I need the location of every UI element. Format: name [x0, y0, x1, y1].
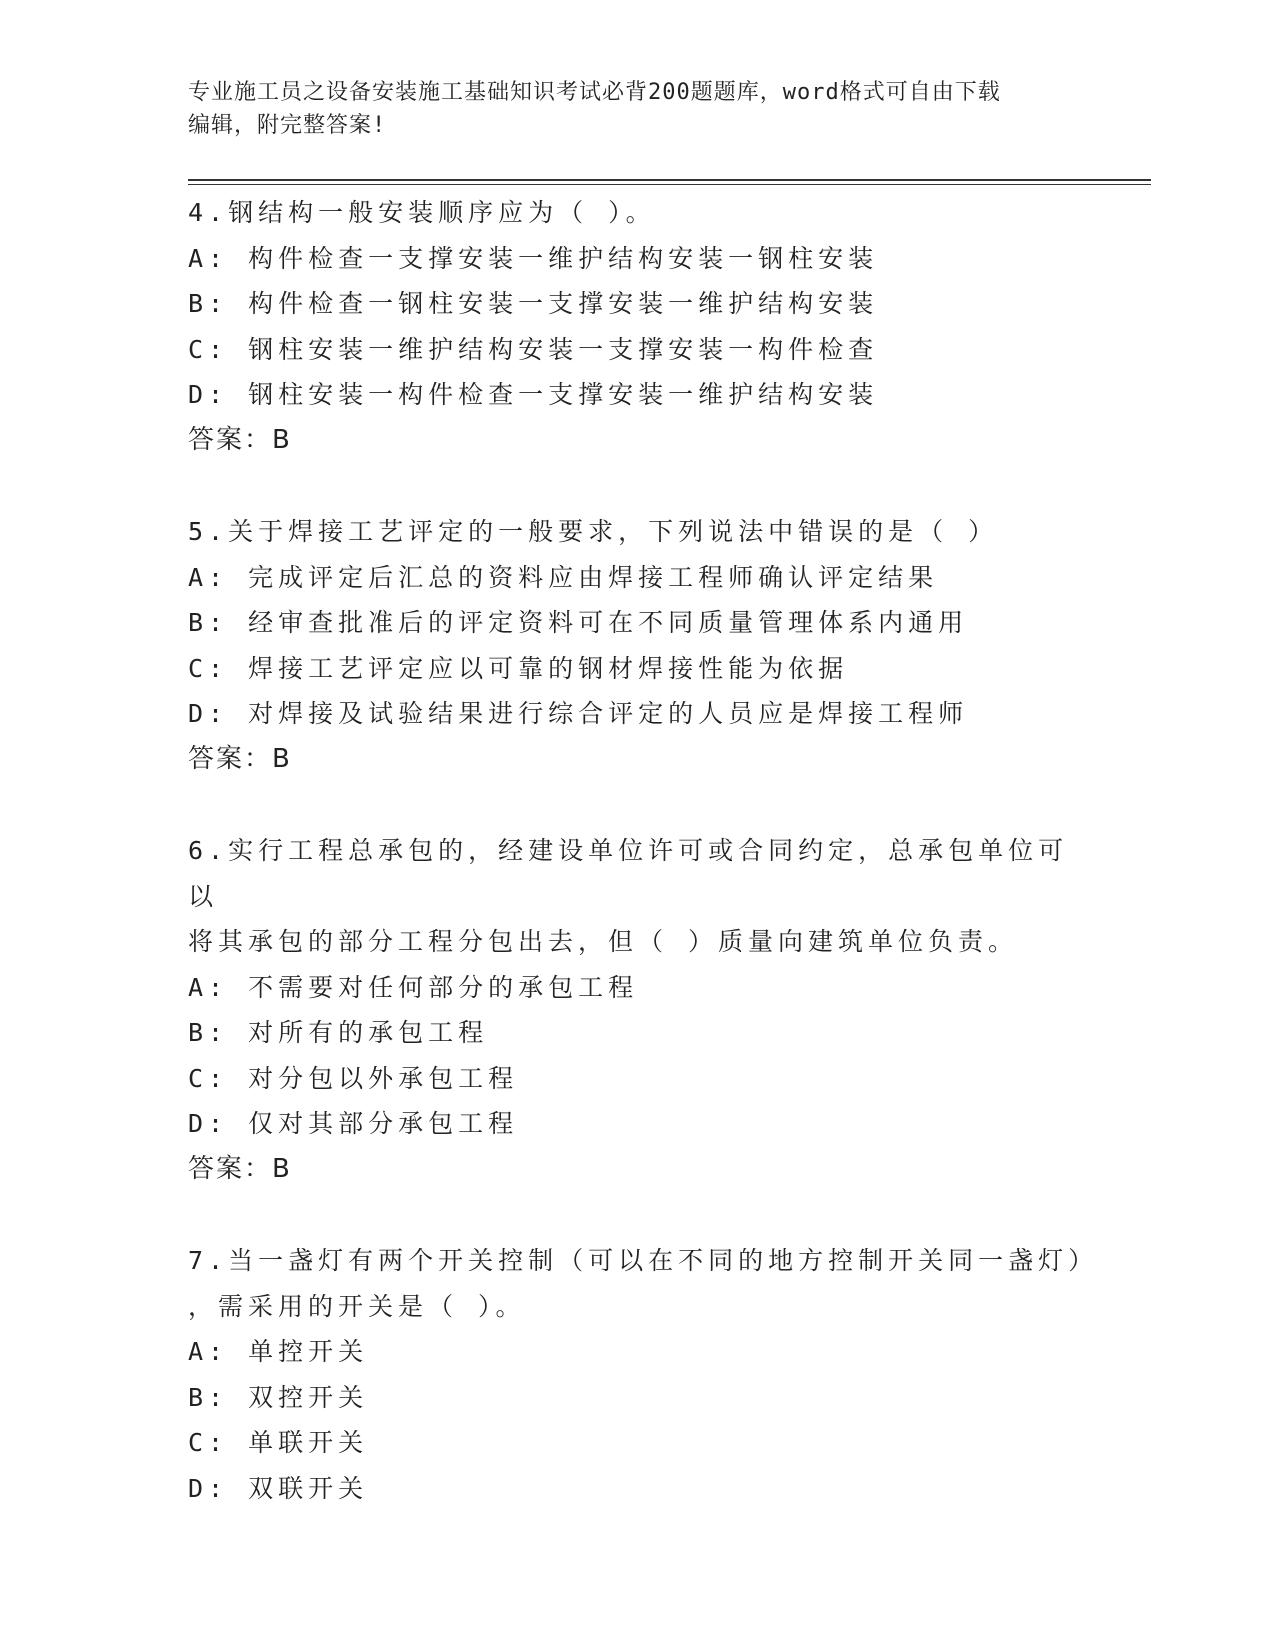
question-4 — [188, 190, 1088, 463]
question-stem-line: 4.钢结构一般安装顺序应为（ ）。 — [188, 198, 656, 227]
question-stem-line: 将其承包的部分工程分包出去，但（ ）质量向建筑单位负责。 — [188, 927, 1019, 956]
question-stem — [188, 190, 1088, 236]
question-list — [188, 190, 1099, 1557]
option-b: B: 构件检查一钢柱安装一支撑安装一维护结构安装 — [188, 289, 879, 318]
header-divider-thick — [188, 179, 1151, 181]
option-a: A: 完成评定后汇总的资料应由焊接工程师确认评定结果 — [188, 562, 939, 592]
header-divider-thin — [188, 184, 1151, 185]
option-b: B: 双控开关 — [188, 1382, 369, 1412]
question-stem-line: 5.关于焊接工艺评定的一般要求，下列说法中错误的是（ ） — [188, 517, 999, 546]
option-d: D: 仅对其部分承包工程 — [188, 1109, 519, 1138]
option-c: C: 对分包以外承包工程 — [188, 1063, 519, 1093]
question-stem — [188, 828, 1088, 965]
option-c: C: 单联开关 — [188, 1428, 369, 1457]
answer-line: 答案：B — [188, 424, 292, 455]
option-d: D: 双联开关 — [188, 1473, 369, 1503]
option-b: B: 经审查批准后的评定资料可在不同质量管理体系内通用 — [188, 608, 969, 637]
question-6 — [188, 828, 1088, 1192]
header-title-line-1: 专业施工员之设备安装施工基础知识考试必背200题题库，word格式可自由下载 — [188, 80, 1001, 105]
answer-line: 答案：B — [188, 743, 292, 774]
question-stem-line: ，需采用的开关是（ ）。 — [188, 1291, 526, 1321]
question-7 — [188, 1238, 1099, 1511]
option-d: D: 对焊接及试验结果进行综合评定的人员应是焊接工程师 — [188, 699, 969, 728]
question-stem-line: 7.当一盏灯有两个开关控制（可以在不同的地方控制开关同一盏灯） — [188, 1246, 1099, 1275]
answer-line: 答案：B — [188, 1153, 292, 1184]
option-a: A: 不需要对任何部分的承包工程 — [188, 972, 639, 1002]
option-a: A: 单控开关 — [188, 1337, 369, 1366]
option-c: C: 焊接工艺评定应以可靠的钢材焊接性能为依据 — [188, 653, 849, 683]
document-header — [188, 76, 1088, 142]
question-stem-line: 6.实行工程总承包的，经建设单位许可或合同约定，总承包单位可以 — [188, 836, 1069, 911]
option-d: D: 钢柱安装一构件检查一支撑安装一维护结构安装 — [188, 380, 879, 409]
header-title-line-2: 编辑，附完整答案! — [188, 113, 387, 138]
option-b: B: 对所有的承包工程 — [188, 1018, 489, 1047]
question-stem — [188, 1238, 1099, 1329]
option-c: C: 钢柱安装一维护结构安装一支撑安装一构件检查 — [188, 334, 879, 364]
question-stem — [188, 509, 1088, 555]
question-5 — [188, 509, 1088, 782]
option-a: A: 构件检查一支撑安装一维护结构安装一钢柱安装 — [188, 243, 879, 273]
